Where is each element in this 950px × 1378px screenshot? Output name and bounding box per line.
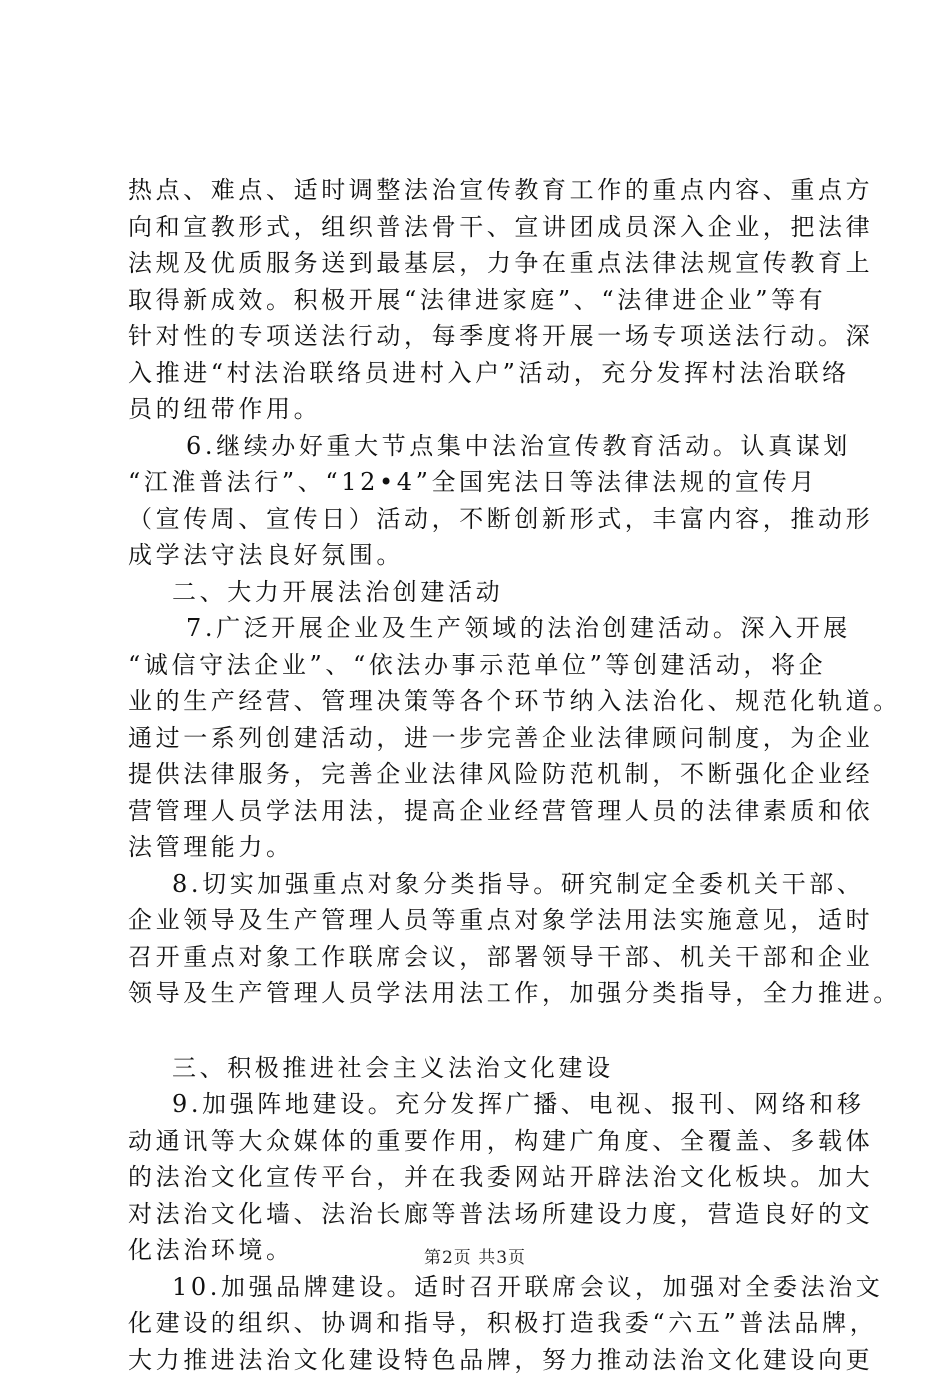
paragraph-spacer <box>128 1012 848 1050</box>
page-number-footer: 第2页 共3页 <box>0 1243 950 1268</box>
text-line: 召开重点对象工作联席会议，部署领导干部、机关干部和企业 <box>128 939 848 976</box>
text-line: 向和宣教形式，组织普法骨干、宣讲团成员深入企业，把法律 <box>128 209 848 246</box>
document-body <box>128 172 848 1378</box>
section-heading-3: 三、积极推进社会主义法治文化建设 <box>128 1050 848 1087</box>
text-line: 入推进“村法治联络员进村入户”活动，充分发挥村法治联络 <box>128 355 848 392</box>
paragraph-item-6: 6.继续办好重大节点集中法治宣传教育活动。认真谋划 <box>128 428 848 465</box>
text-line: 法规及优质服务送到最基层，力争在重点法律法规宣传教育上 <box>128 245 848 282</box>
paragraph-item-8: 8.切实加强重点对象分类指导。研究制定全委机关干部、 <box>128 866 848 903</box>
text-line: 领导及生产管理人员学法用法工作，加强分类指导，全力推进。 <box>128 975 848 1012</box>
paragraph-item-10: 10.加强品牌建设。适时召开联席会议，加强对全委法治文 <box>128 1269 848 1306</box>
text-line: 化建设的组织、协调和指导，积极打造我委“六五”普法品牌， <box>128 1305 848 1342</box>
section-heading-2: 二、大力开展法治创建活动 <box>128 574 848 611</box>
text-line: 成学法守法良好氛围。 <box>128 537 848 574</box>
text-line: 的法治文化宣传平台，并在我委网站开辟法治文化板块。加大 <box>128 1159 848 1196</box>
text-line: 员的纽带作用。 <box>128 391 848 428</box>
text-line: 热点、难点、适时调整法治宣传教育工作的重点内容、重点方 <box>128 172 848 209</box>
text-line: 提供法律服务，完善企业法律风险防范机制，不断强化企业经 <box>128 756 848 793</box>
text-line: 法管理能力。 <box>128 829 848 866</box>
text-line: 大力推进法治文化建设特色品牌，努力推动法治文化建设向更 <box>128 1342 848 1378</box>
paragraph-item-9: 9.加强阵地建设。充分发挥广播、电视、报刊、网络和移 <box>128 1086 848 1123</box>
text-line: 针对性的专项送法行动，每季度将开展一场专项送法行动。深 <box>128 318 848 355</box>
text-line: 营管理人员学法用法，提高企业经营管理人员的法律素质和依 <box>128 793 848 830</box>
text-line: 动通讯等大众媒体的重要作用，构建广角度、全覆盖、多载体 <box>128 1123 848 1160</box>
text-line: “诚信守法企业”、“依法办事示范单位”等创建活动，将企 <box>128 647 848 684</box>
text-line: 取得新成效。积极开展“法律进家庭”、“法律进企业”等有 <box>128 282 848 319</box>
text-line: 化法治环境。 <box>128 1232 848 1269</box>
text-line: 通过一系列创建活动，进一步完善企业法律顾问制度，为企业 <box>128 720 848 757</box>
text-line: 企业领导及生产管理人员等重点对象学法用法实施意见，适时 <box>128 902 848 939</box>
paragraph-item-7: 7.广泛开展企业及生产领域的法治创建活动。深入开展 <box>128 610 848 647</box>
text-line: （宣传周、宣传日）活动，不断创新形式，丰富内容，推动形 <box>128 501 848 538</box>
text-line: 业的生产经营、管理决策等各个环节纳入法治化、规范化轨道。 <box>128 683 848 720</box>
text-line: “江淮普法行”、“12•4”全国宪法日等法律法规的宣传月 <box>128 464 848 501</box>
text-line: 对法治文化墙、法治长廊等普法场所建设力度，营造良好的文 <box>128 1196 848 1233</box>
